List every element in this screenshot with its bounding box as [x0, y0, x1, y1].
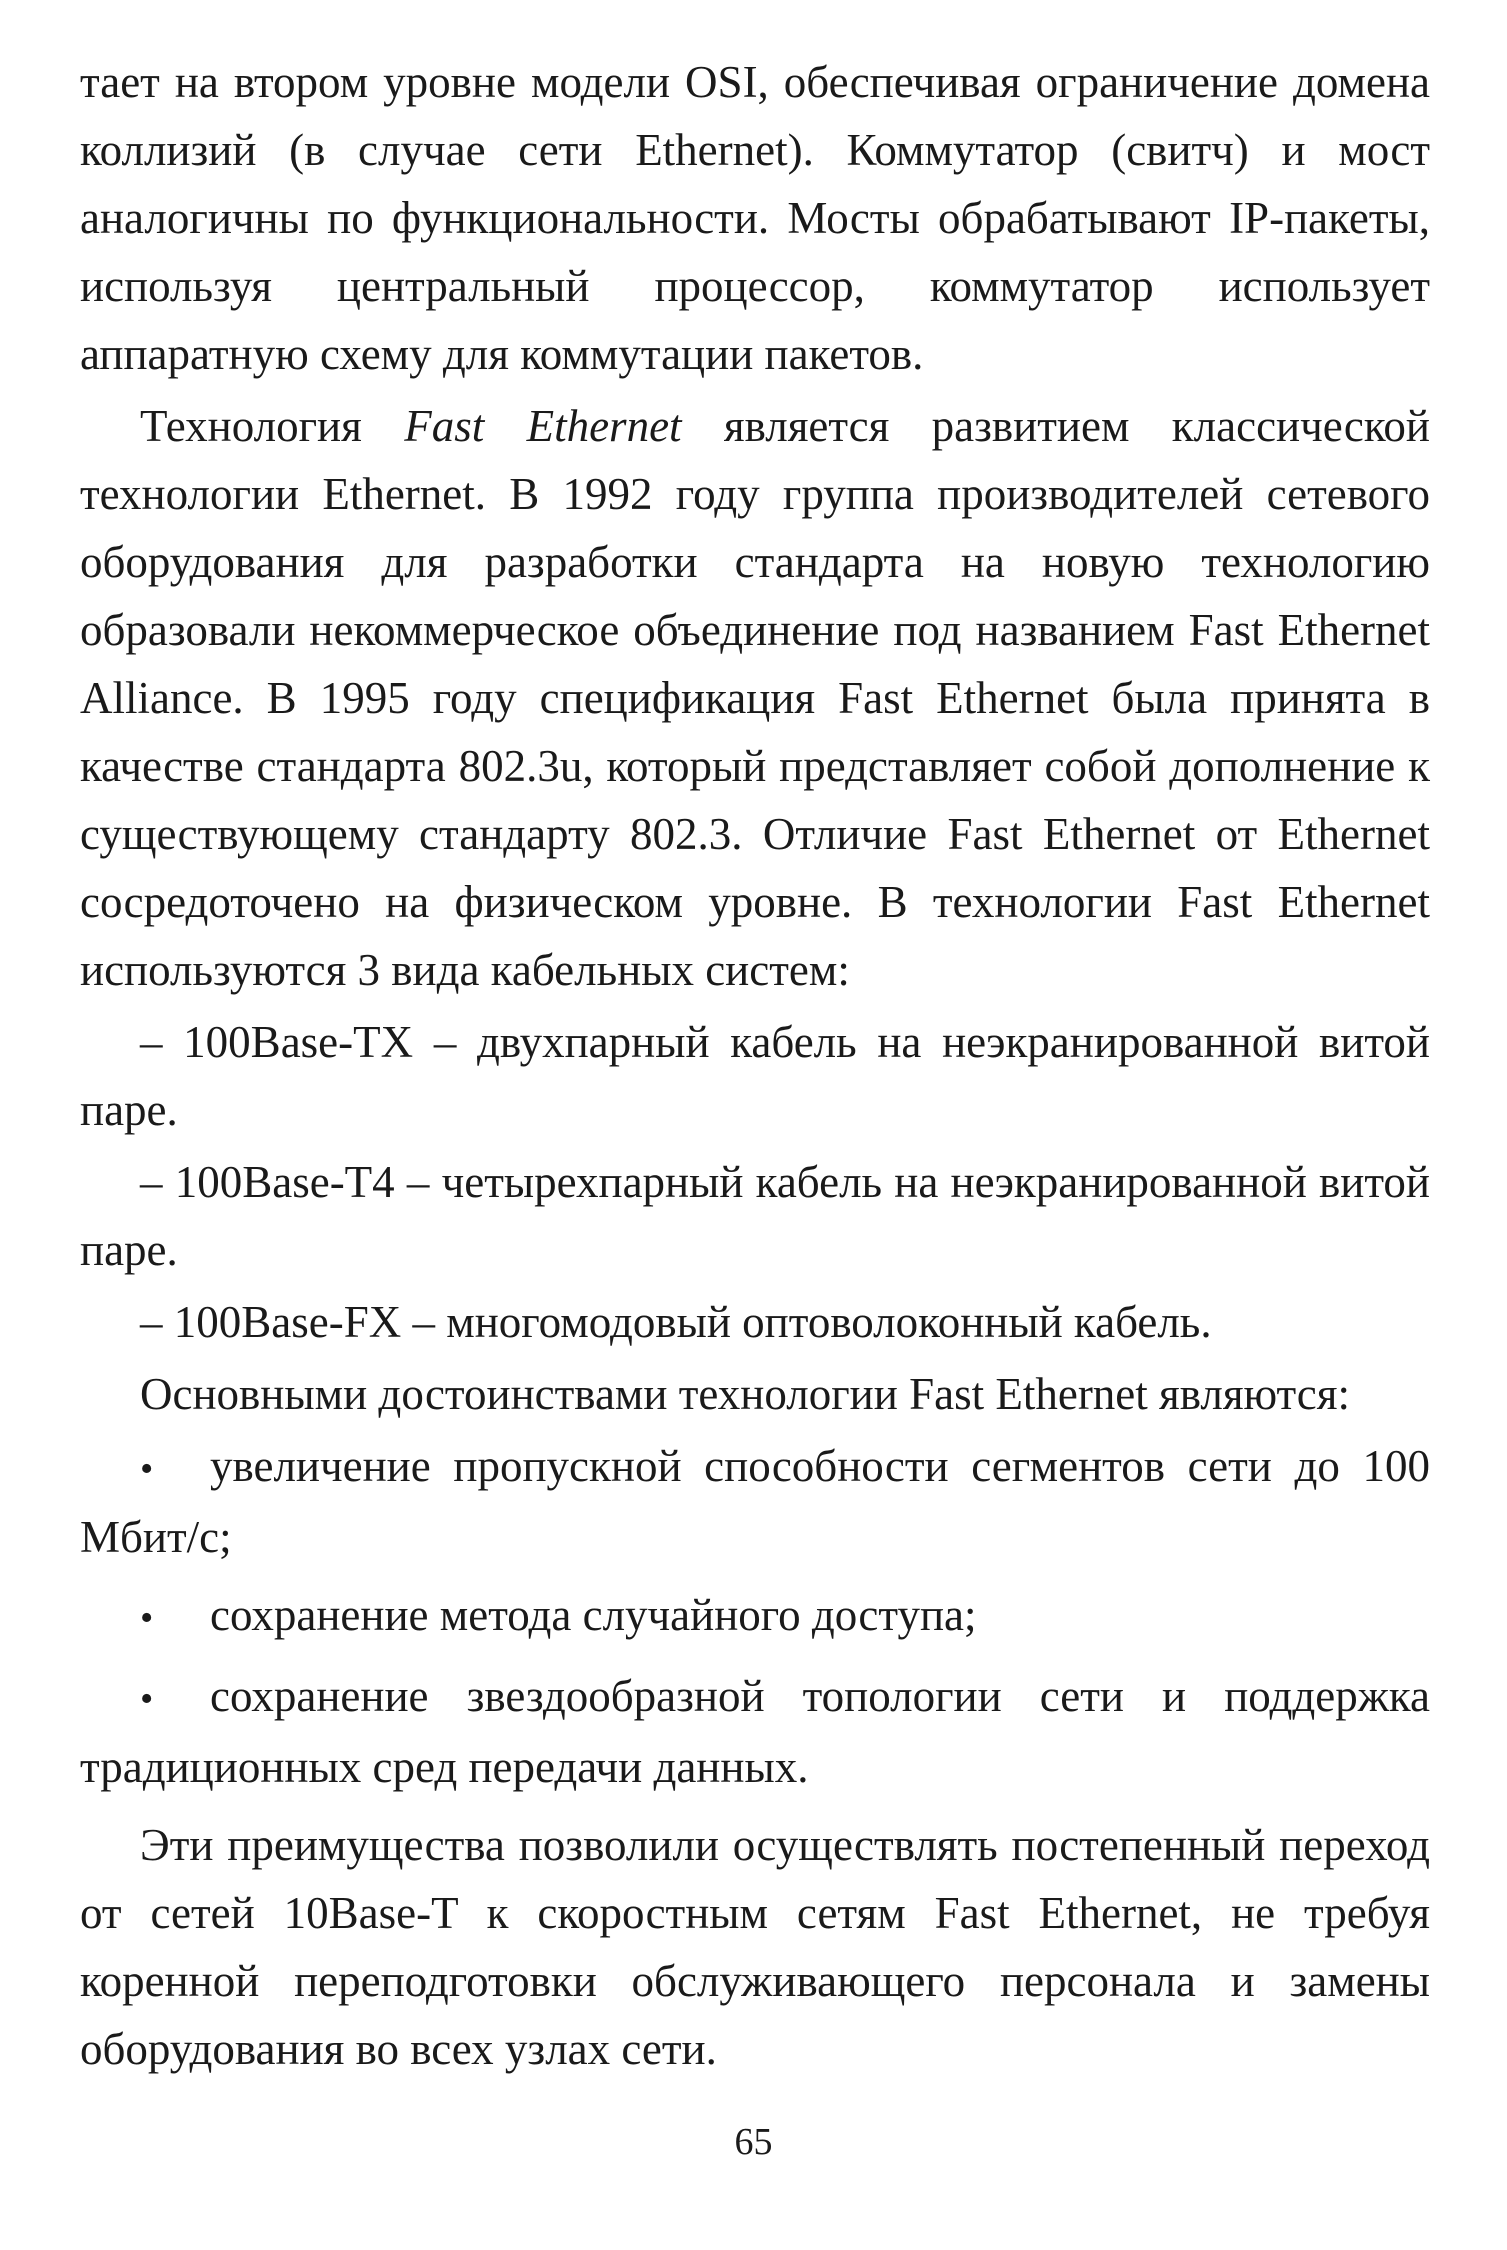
advantages-intro: Основными достоинствами технологии Fast Ethernet являются: — [140, 1369, 1350, 1419]
page-number: 65 — [734, 2121, 773, 2163]
list-item — [80, 1581, 1430, 1652]
paragraph-switch-description: тает на втором уровне модели OSI, обеспечивая ограничение домена коллизий (в случае сети Ethernet). Коммутатор (свитч) и мост аналогичны по функциональности. Мосты обрабатывают IP-пакеты, используя центральный процессор, коммутатор использует аппаратную схему для коммутации пакетов. — [80, 57, 1430, 379]
bullet-icon: • — [140, 1448, 154, 1490]
cable-type-item: – 100Base-T4 – четырехпарный кабель на неэкранированной витой паре. — [80, 1157, 1430, 1275]
paragraph-fast-ethernet-history — [80, 392, 1430, 1004]
bullet-icon: • — [140, 1678, 154, 1720]
list-item-text: сохранение звездообразной топологии сети и поддержка традиционных сред передачи данных. — [80, 1671, 1430, 1792]
paragraph-text-start: Технология — [140, 401, 405, 451]
list-item — [80, 1662, 1430, 1801]
page-body — [80, 48, 1430, 2087]
term-fast-ethernet: Fast Ethernet — [404, 401, 682, 451]
cable-type-item: – 100Base-TX – двухпарный кабель на неэкранированной витой паре. — [80, 1017, 1430, 1135]
list-item-text: увеличение пропускной способности сегментов сети до 100 Мбит/с; — [80, 1441, 1430, 1562]
paragraph-conclusion: Эти преимущества позволили осуществлять постепенный переход от сетей 10Base-T к скоростным сетям Fast Ethernet, не требуя коренной переподготовки обслуживающего персонала и замены оборудования во всех узлах сети. — [80, 1820, 1430, 2074]
bullet-icon: • — [140, 1597, 154, 1639]
list-item — [80, 1432, 1430, 1571]
paragraph-text-rest: является развитием классической технологии Ethernet. В 1992 году группа производителей сетевого оборудования для разработки стандарта на новую технологию образовали некоммерческое объединение под названием Fast Ethernet Alliance. В 1995 году спецификация Fast Ethernet была принята в качестве стандарта 802.3u, который представляет собой дополнение к существующему стандарту 802.3. Отличие Fast Ethernet от Ethernet сосредоточено на физическом уровне. В технологии Fast Ethernet используются 3 вида кабельных систем: — [80, 401, 1430, 995]
list-item-text: сохранение метода случайного доступа; — [210, 1590, 977, 1640]
advantages-list — [80, 1432, 1430, 1801]
cable-type-item: – 100Base-FX – многомодовый оптоволоконный кабель. — [140, 1297, 1212, 1347]
